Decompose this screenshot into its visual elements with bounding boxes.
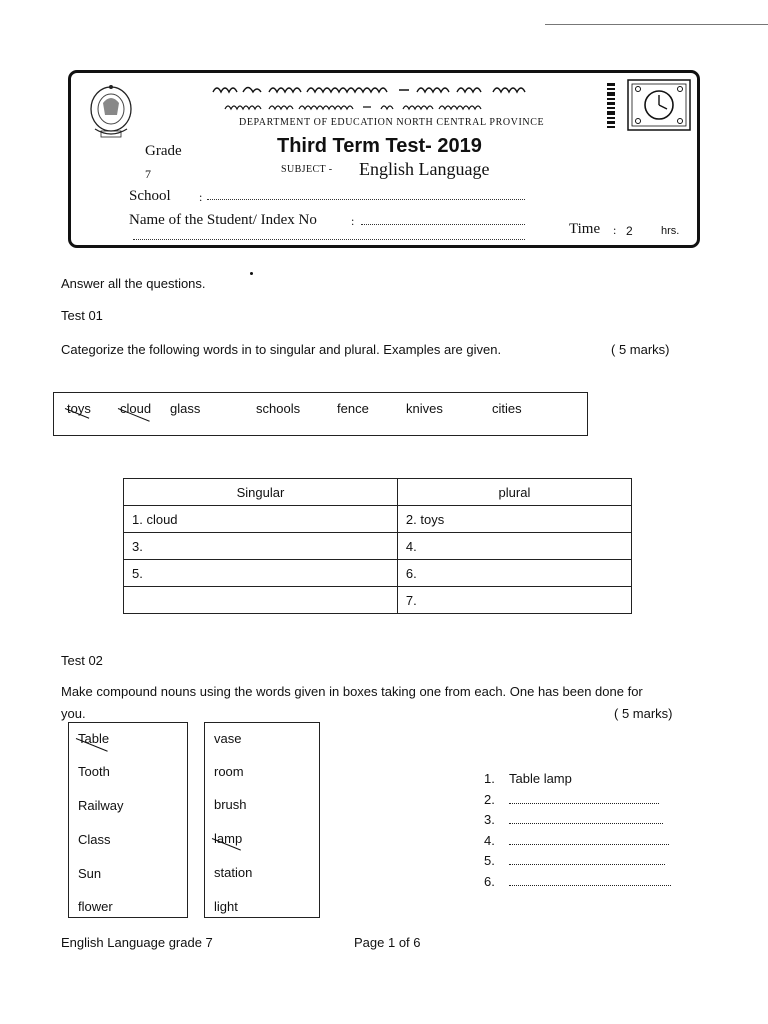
barcode-icon — [607, 83, 615, 131]
box1-word: Class — [78, 832, 111, 847]
box2-word: lamp — [214, 831, 243, 846]
table-cell[interactable]: 7. — [397, 587, 631, 614]
column-header: Singular — [124, 479, 398, 506]
student-name-colon: : — [351, 214, 355, 228]
answer-blank[interactable] — [509, 864, 665, 865]
box1-word: Railway — [78, 798, 124, 813]
top-rule — [545, 24, 768, 25]
answer-blank[interactable] — [509, 823, 663, 824]
answer-blank[interactable] — [509, 885, 671, 886]
grade-value: 7 — [145, 167, 151, 181]
table-row — [124, 560, 632, 587]
time-unit: hrs. — [661, 225, 680, 237]
time-colon: : — [613, 223, 617, 237]
clock-logo-icon — [627, 79, 691, 131]
word-fence: fence — [337, 401, 369, 416]
table-cell[interactable]: 1. cloud — [124, 506, 398, 533]
word-cities: cities — [492, 401, 522, 416]
answer-number: 4. — [484, 833, 495, 848]
school-colon: : — [199, 190, 203, 204]
department-line: DEPARTMENT OF EDUCATION NORTH CENTRAL PROVINCE — [239, 117, 545, 128]
student-name-field[interactable] — [361, 224, 525, 225]
box2-word: station — [214, 865, 253, 880]
test1-heading: Test 01 — [61, 308, 103, 323]
table-cell[interactable]: 5. — [124, 560, 398, 587]
time-value: 2 — [626, 224, 633, 238]
tamil-heading — [223, 99, 563, 110]
singular-plural-table — [123, 478, 632, 614]
word-cloud: cloud — [120, 401, 152, 416]
word-box — [53, 392, 588, 436]
school-label: School — [129, 188, 171, 204]
table-row — [124, 587, 632, 614]
instructions: Answer all the questions. — [61, 276, 206, 291]
test2-question-line2: you. — [61, 706, 86, 721]
subject-value: English Language — [359, 159, 490, 179]
answer-blank[interactable] — [509, 844, 669, 845]
exam-title: Third Term Test- 2019 — [277, 135, 482, 157]
word-toys: toys — [67, 401, 91, 416]
box2-word: room — [214, 764, 244, 779]
box2-word: light — [214, 899, 238, 914]
box1-word: Table — [78, 731, 110, 746]
box1-word: Sun — [78, 866, 102, 881]
answer-number: 3. — [484, 812, 495, 827]
box1-word: Tooth — [78, 764, 110, 779]
exam-header — [68, 70, 700, 248]
answer-number: 2. — [484, 792, 495, 807]
test1-marks: ( 5 marks) — [611, 342, 670, 357]
test2-question-line1: Make compound nouns using the words given in boxes taking one from each. One has been done for — [61, 684, 643, 699]
table-cell[interactable]: 3. — [124, 533, 398, 560]
school-field[interactable] — [207, 199, 525, 200]
table-cell[interactable]: 2. toys — [397, 506, 631, 533]
answer-number: 1. — [484, 771, 495, 786]
table-cell[interactable]: 4. — [397, 533, 631, 560]
grade-label: Grade — [145, 143, 182, 159]
test2-marks: ( 5 marks) — [614, 706, 673, 721]
word-glass: glass — [170, 401, 201, 416]
answer-number: 5. — [484, 853, 495, 868]
word-knives: knives — [406, 401, 443, 416]
box2-word: vase — [214, 731, 242, 746]
word-box-left — [68, 722, 188, 918]
table-cell[interactable] — [124, 587, 398, 614]
speck — [250, 272, 253, 275]
answer-number: 6. — [484, 874, 495, 889]
word-schools: schools — [256, 401, 301, 416]
table-cell[interactable]: 6. — [397, 560, 631, 587]
table-row — [124, 506, 632, 533]
word-box-right — [204, 722, 320, 918]
time-label: Time — [569, 221, 601, 237]
provincial-emblem-icon — [85, 81, 137, 141]
column-header: plural — [397, 479, 631, 506]
student-name-field-line2[interactable] — [133, 239, 525, 240]
box1-word: flower — [78, 899, 113, 914]
table-row — [124, 533, 632, 560]
footer-page-number: Page 1 of 6 — [354, 935, 421, 950]
answer-text: Table lamp — [509, 771, 572, 786]
student-name-label: Name of the Student/ Index No — [129, 212, 317, 228]
table-header-row — [124, 479, 632, 506]
footer-subject: English Language grade 7 — [61, 935, 213, 950]
test1-question: Categorize the following words in to singular and plural. Examples are given. — [61, 342, 502, 357]
sinhala-heading — [211, 83, 571, 96]
answer-blank[interactable] — [509, 803, 659, 804]
box2-word: brush — [214, 797, 247, 812]
subject-label: SUBJECT - — [281, 164, 333, 175]
test2-heading: Test 02 — [61, 653, 103, 668]
